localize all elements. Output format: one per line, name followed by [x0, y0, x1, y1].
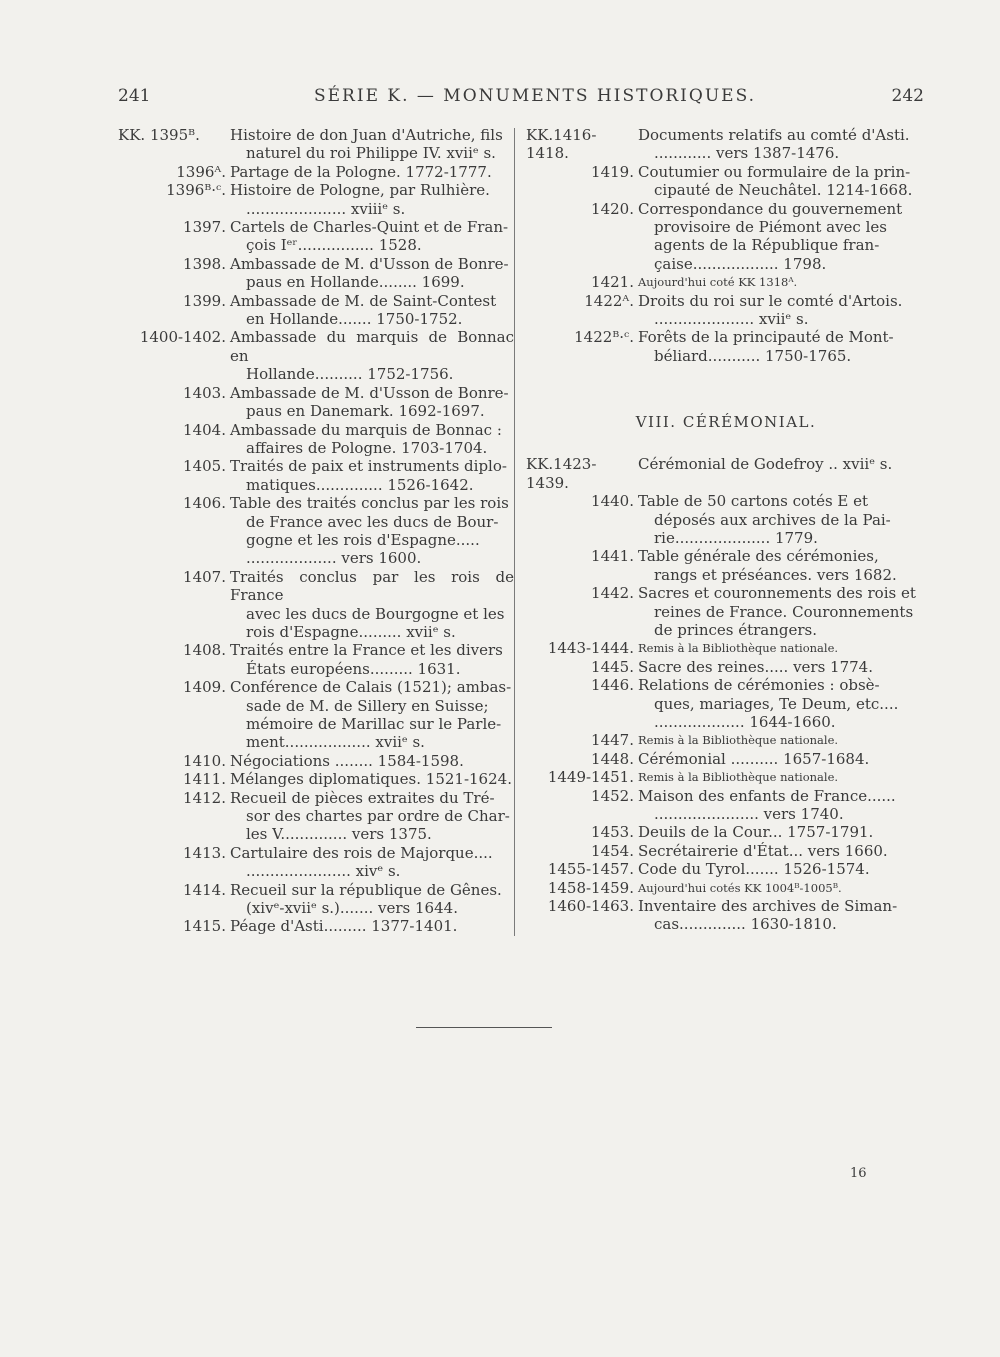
entry-code: 1405.: [183, 457, 226, 476]
entry-line: çaise.................. 1798.: [654, 254, 827, 273]
entry-code: 1446.: [591, 676, 634, 695]
entry-description: [638, 126, 926, 163]
entry-description: [230, 494, 514, 568]
catalog-entry: [526, 897, 926, 934]
entry-line: Coutumier ou formulaire de la prin-: [638, 162, 911, 181]
entry-line: sade de M. de Sillery en Suisse;: [246, 696, 489, 715]
entry-line: ...................... vers 1740.: [654, 805, 844, 823]
entry-code: 1442.: [591, 584, 634, 603]
entry-code: 1420.: [591, 199, 634, 218]
entry-line: Recueil sur la république de Gênes.: [230, 880, 502, 899]
catalog-entry: [118, 292, 514, 329]
entry-line: Ambassade de M. de Saint-Contest: [230, 291, 497, 310]
entry-code: 1396ᴬ.: [176, 162, 226, 181]
sheet-number: 16: [850, 1166, 867, 1181]
entry-description: [230, 255, 514, 292]
entry-line: sor des chartes par ordre de Char-: [246, 807, 510, 826]
entry-description: [638, 823, 926, 841]
entry-line: béliard........... 1750-1765.: [654, 346, 852, 365]
entry-description: [230, 678, 514, 752]
entry-code: 1449-1451.: [547, 768, 634, 787]
entry-description: [638, 328, 926, 365]
catalog-entry: [526, 126, 926, 163]
entry-line: mémoire de Marillac sur le Parle-: [246, 715, 502, 733]
entry-description: [638, 787, 926, 824]
entry-line: Table générale des cérémonies,: [638, 547, 879, 566]
catalog-entry: [118, 752, 514, 770]
entry-code: 1397.: [183, 218, 226, 237]
entry-line: Ambassade du marquis de Bonnac :: [230, 420, 502, 439]
entry-line: ............ vers 1387-1476.: [654, 144, 840, 163]
catalog-entry: [526, 639, 926, 657]
entry-code: 1399.: [183, 291, 226, 310]
catalog-entry: [526, 787, 926, 824]
entry-line: Deuils de la Cour... 1757-1791.: [638, 823, 874, 842]
catalog-entry: [118, 126, 514, 163]
entry-line: cipauté de Neuchâtel. 1214-1668.: [654, 181, 913, 200]
entry-line: Mélanges diplomatiques. 1521-1624.: [230, 770, 512, 789]
entry-description: [638, 639, 926, 657]
page-number-right: 242: [891, 86, 924, 106]
catalog-entry: [118, 881, 514, 918]
entry-description: [638, 200, 926, 274]
entry-code: 1440.: [591, 492, 634, 511]
entry-description: [638, 750, 926, 768]
catalog-entry: [526, 842, 926, 860]
entry-code: 1460-1463.: [547, 897, 634, 916]
entry-line: ..................... xviiᵉ s.: [654, 310, 809, 329]
entry-code: 1448.: [591, 749, 634, 768]
entry-line: Correspondance du gouvernement: [638, 199, 903, 218]
entry-description: [638, 897, 926, 934]
catalog-entry: [118, 917, 514, 935]
entry-code: 1445.: [591, 657, 634, 676]
catalog-entry: [118, 678, 514, 752]
entry-description: [638, 492, 926, 547]
entry-line: cas.............. 1630-1810.: [654, 915, 837, 934]
entry-code: 1455-1457.: [547, 860, 634, 879]
catalog-entry: [118, 218, 514, 255]
entry-line: Partage de la Pologne. 1772-1777.: [230, 162, 492, 181]
entry-line: affaires de Pologne. 1703-1704.: [246, 438, 488, 457]
entry-line: Traités de paix et instruments diplo-: [230, 457, 507, 476]
catalog-entry: [526, 768, 926, 786]
entry-line: Cérémonial de Godefroy .. xviiᵉ s.: [638, 455, 893, 474]
entry-line: Négociations ........ 1584-1598.: [230, 751, 464, 770]
entry-code: 1412.: [183, 788, 226, 807]
entry-code: 1410.: [183, 751, 226, 770]
catalog-entry: [526, 273, 926, 291]
entry-line: Droits du roi sur le comté d'Artois.: [638, 291, 903, 310]
right-column-top: [526, 126, 926, 365]
entry-line: Secrétairerie d'État... vers 1660.: [638, 841, 888, 860]
catalog-entry: [118, 770, 514, 788]
entry-code: 1453.: [591, 823, 634, 842]
entry-line: Forêts de la principauté de Mont-: [638, 328, 894, 347]
right-column-bottom: [526, 455, 926, 934]
entry-description: [230, 770, 514, 788]
entry-description: [230, 328, 514, 383]
entry-code: 1413.: [183, 843, 226, 862]
entry-code: 1447.: [591, 731, 634, 750]
entry-description: [230, 844, 514, 881]
entry-code: KK. 1395ᴮ.: [118, 126, 200, 144]
entry-code: 1454.: [591, 841, 634, 860]
column-divider: [514, 128, 515, 936]
entry-line: ment.................. xviiᵉ s.: [246, 733, 425, 752]
catalog-entry: [526, 292, 926, 329]
entry-description: [638, 163, 926, 200]
entry-description: [230, 789, 514, 844]
entry-line: Aujourd'hui coté KK 1318ᴬ.: [638, 275, 798, 290]
end-rule: [416, 1027, 552, 1028]
entry-description: [230, 126, 514, 163]
catalog-entry: [118, 181, 514, 218]
catalog-entry: [118, 844, 514, 881]
entry-line: Remis à la Bibliothèque nationale.: [638, 641, 839, 656]
catalog-entry: [526, 658, 926, 676]
entry-description: [638, 658, 926, 676]
entry-line: Traités entre la France et les divers: [230, 641, 503, 660]
catalog-entry: [118, 328, 514, 383]
entry-code: 1441.: [591, 547, 634, 566]
entry-line: les V.............. vers 1375.: [246, 825, 432, 844]
catalog-entry: [526, 750, 926, 768]
entry-description: [230, 457, 514, 494]
entry-code: 1452.: [591, 786, 634, 805]
entry-description: [638, 860, 926, 878]
entry-line: gogne et les rois d'Espagne.....: [246, 530, 480, 549]
entry-description: [230, 881, 514, 918]
catalog-entry: [118, 568, 514, 642]
entry-description: [638, 676, 926, 731]
catalog-entry: [118, 789, 514, 844]
catalog-entry: [526, 163, 926, 200]
entry-code: 1415.: [183, 917, 226, 936]
entry-line: Ambassade de M. d'Usson de Bonre-: [230, 254, 509, 273]
entry-line: naturel du roi Philippe IV. xviiᵉ s.: [246, 144, 496, 163]
entry-line: provisoire de Piémont avec les: [654, 218, 887, 237]
entry-line: Hollande.......... 1752-1756.: [246, 365, 454, 384]
entry-code: KK.1423-1439.: [526, 455, 597, 492]
catalog-entry: [118, 163, 514, 181]
catalog-entry: [526, 823, 926, 841]
entry-line: Ambassade de M. d'Usson de Bonre-: [230, 383, 509, 402]
entry-code: 1421.: [591, 273, 634, 292]
entry-code: 1404.: [183, 420, 226, 439]
entry-description: [230, 292, 514, 329]
catalog-entry: [118, 457, 514, 494]
entry-line: Aujourd'hui cotés KK 1004ᴮ-1005ᴮ.: [638, 880, 842, 895]
entry-line: paus en Hollande........ 1699.: [246, 273, 465, 292]
page-header: [118, 86, 924, 112]
entry-description: [638, 842, 926, 860]
left-column: [118, 126, 514, 936]
entry-line: rois d'Espagne......... xviiᵉ s.: [246, 622, 456, 641]
entry-description: [638, 547, 926, 584]
entry-code: 1407.: [183, 567, 226, 586]
entry-line: ques, mariages, Te Deum, etc....: [654, 694, 899, 713]
entry-line: Traités conclus par les rois de France: [230, 567, 514, 605]
entry-description: [638, 731, 926, 749]
entry-description: [638, 584, 926, 639]
entry-description: [230, 421, 514, 458]
entry-line: matiques.............. 1526-1642.: [246, 475, 474, 494]
catalog-entry: [526, 860, 926, 878]
entry-line: (xivᵉ-xviiᵉ s.)....... vers 1644.: [246, 899, 458, 918]
entry-line: agents de la République fran-: [654, 236, 880, 255]
entry-description: [230, 218, 514, 255]
entry-code: 1406.: [183, 494, 226, 513]
entry-description: [638, 273, 926, 291]
entry-line: Inventaire des archives de Siman-: [638, 897, 898, 916]
entry-line: Histoire de Pologne, par Rulhière.: [230, 181, 490, 200]
entry-code: 1403.: [183, 383, 226, 402]
entry-code: 1408.: [183, 641, 226, 660]
entry-line: Histoire de don Juan d'Autriche, fils: [230, 126, 503, 144]
catalog-entry: [526, 200, 926, 274]
entry-code: 1414.: [183, 880, 226, 899]
section-heading: VIII. CÉRÉMONIAL.: [635, 413, 817, 432]
entry-code: 1419.: [591, 162, 634, 181]
entry-line: Cartulaire des rois de Majorque....: [230, 843, 493, 862]
entry-description: [638, 768, 926, 786]
entry-line: Relations de cérémonies : obsè-: [638, 676, 880, 695]
entry-code: 1422ᴮ·ᶜ.: [574, 328, 634, 347]
entry-line: déposés aux archives de la Pai-: [654, 510, 891, 529]
entry-line: Conférence de Calais (1521); ambas-: [230, 678, 512, 697]
catalog-entry: [118, 494, 514, 568]
entry-description: [230, 917, 514, 935]
catalog-entry: [118, 421, 514, 458]
entry-line: ................... vers 1600.: [246, 549, 422, 568]
entry-code: 1443-1444.: [547, 639, 634, 658]
entry-line: États européens......... 1631.: [246, 659, 461, 678]
entry-line: rie.................... 1779.: [654, 528, 818, 547]
entry-description: [638, 292, 926, 329]
entry-line: Table des traités conclus par les rois: [230, 494, 509, 513]
entry-description: [230, 163, 514, 181]
entry-code: 1411.: [183, 770, 226, 789]
entry-line: Cartels de Charles-Quint et de Fran-: [230, 218, 509, 237]
entry-line: rangs et préséances. vers 1682.: [654, 565, 897, 584]
catalog-entry: [118, 255, 514, 292]
page-number-left: 241: [118, 86, 151, 106]
catalog-entry: [526, 676, 926, 731]
entry-code: 1458-1459.: [547, 878, 634, 897]
entry-line: Remis à la Bibliothèque nationale.: [638, 770, 839, 785]
entry-line: en Hollande....... 1750-1752.: [246, 310, 463, 329]
catalog-entry: [526, 584, 926, 639]
entry-line: ...................... xivᵉ s.: [246, 862, 401, 881]
entry-line: ................... 1644-1660.: [654, 712, 836, 731]
catalog-entry: [526, 492, 926, 547]
entry-line: Péage d'Asti......... 1377-1401.: [230, 917, 458, 936]
entry-code: 1409.: [183, 678, 226, 697]
entry-description: [230, 568, 514, 642]
entry-description: [230, 752, 514, 770]
catalog-entry: [526, 731, 926, 749]
entry-line: de France avec les ducs de Bour-: [246, 512, 499, 531]
entry-line: Maison des enfants de France......: [638, 786, 896, 805]
entry-line: Ambassade du marquis de Bonnac en: [230, 328, 514, 365]
entry-line: Recueil de pièces extraites du Tré-: [230, 788, 495, 807]
catalog-entry: [118, 384, 514, 421]
catalog-entry: [526, 547, 926, 584]
entry-line: ..................... xviiiᵉ s.: [246, 199, 406, 218]
entry-code: 1400-1402.: [139, 328, 226, 347]
right-column: [526, 126, 926, 934]
catalog-entry: [526, 879, 926, 897]
entry-line: Sacres et couronnements des rois et: [638, 584, 916, 603]
entry-description: [638, 455, 926, 492]
entry-line: Code du Tyrol....... 1526-1574.: [638, 860, 870, 879]
entry-code: 1398.: [183, 254, 226, 273]
entry-line: paus en Danemark. 1692-1697.: [246, 402, 485, 421]
entry-description: [638, 879, 926, 897]
entry-line: Sacre des reines..... vers 1774.: [638, 657, 873, 676]
catalog-entry: [526, 455, 926, 492]
catalog-entry: [526, 328, 926, 365]
entry-description: [230, 181, 514, 218]
entry-code: 1396ᴮ·ᶜ.: [166, 181, 226, 200]
entry-line: reines de France. Couronnements: [654, 602, 914, 621]
page-title: SÉRIE K. — MONUMENTS HISTORIQUES.: [314, 86, 757, 106]
entry-description: [230, 641, 514, 678]
entry-line: avec les ducs de Bourgogne et les: [246, 604, 505, 623]
entry-code: KK.1416-1418.: [526, 126, 597, 163]
entry-line: Remis à la Bibliothèque nationale.: [638, 733, 839, 748]
entry-line: de princes étrangers.: [654, 620, 818, 639]
entry-code: 1422ᴬ.: [584, 291, 634, 310]
entry-line: Table de 50 cartons cotés E et: [638, 492, 869, 511]
entry-line: çois Iᵉʳ................ 1528.: [246, 236, 422, 255]
entry-description: [230, 384, 514, 421]
catalog-entry: [118, 641, 514, 678]
entry-line: Cérémonial .......... 1657-1684.: [638, 749, 870, 768]
entry-line: Documents relatifs au comté d'Asti.: [638, 126, 910, 144]
